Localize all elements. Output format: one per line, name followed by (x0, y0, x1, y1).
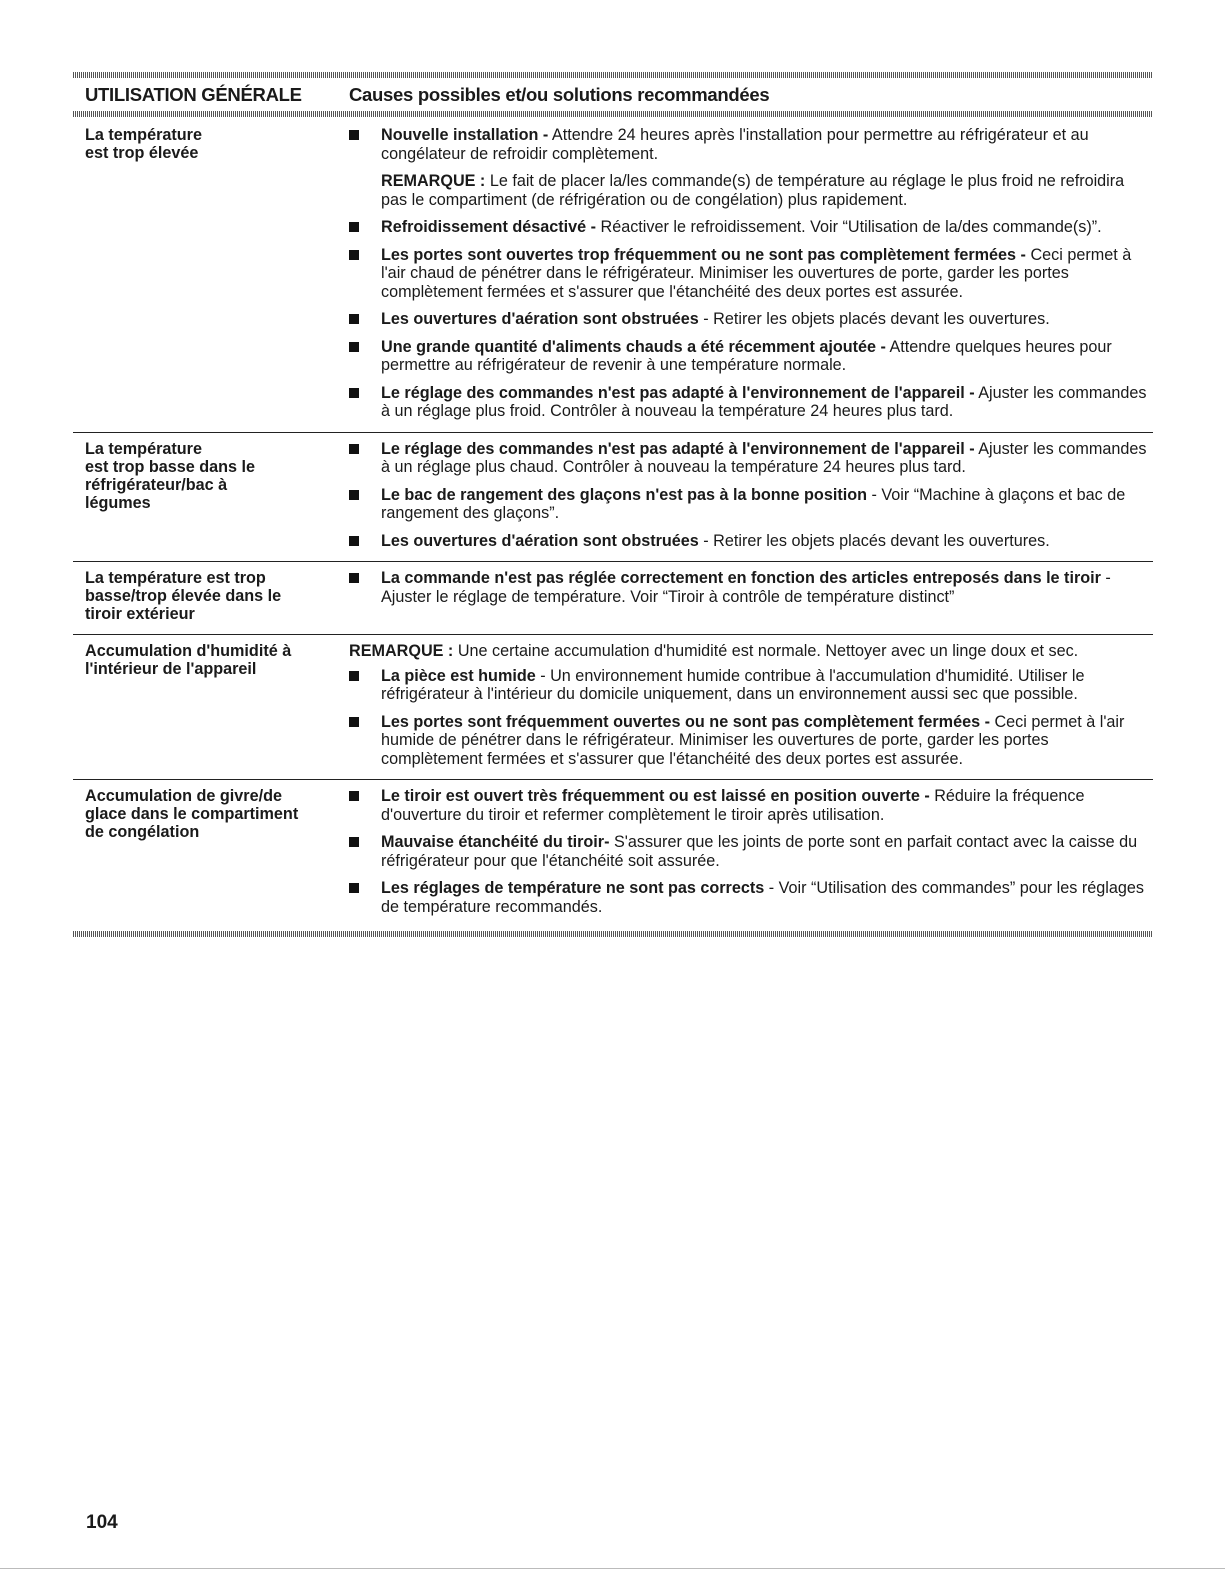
square-bullet-icon (349, 536, 359, 546)
causes-cell (349, 787, 1153, 916)
solution-text: Réduire la fréquence d'ouverture du tiroir et refermer complètement le tiroir après utilisation. (381, 787, 1085, 824)
solution-text: - Un environnement humide contribue à l'accumulation d'humidité. Utiliser le réfrigérateur à l'intérieur du domicile uniquement, dans un environnement aussi sec que possible. (381, 666, 1085, 703)
table-row (73, 117, 1153, 432)
cause-title: Les portes sont fréquemment ouvertes ou ne sont pas complètement fermées - (381, 712, 990, 731)
cause-title: Le bac de rangement des glaçons n'est pas à la bonne position (381, 485, 867, 504)
list-item (349, 440, 1153, 477)
table-row (73, 779, 1153, 927)
solution-text: Ajuster les commandes à un réglage plus froid. Contrôler à nouveau la température 24 heures plus tard. (381, 383, 1147, 420)
list-item (349, 667, 1153, 704)
solution-text: Ajuster les commandes à un réglage plus chaud. Contrôler à nouveau la température 24 heures plus tard. (381, 439, 1147, 476)
solution-text: - Retirer les objets placés devant les ouvertures. (698, 310, 1050, 328)
note-label: REMARQUE : (349, 642, 454, 660)
problem-label: La température est trop basse/trop élevée dans le tiroir extérieur (85, 569, 282, 623)
causes-cell (349, 569, 1153, 623)
cause-title: La commande n'est pas réglée correctement en fonction des articles entreposés dans le tiroir (381, 569, 1101, 587)
causes-cell (349, 440, 1153, 551)
square-bullet-icon (349, 314, 359, 324)
square-bullet-icon (349, 388, 359, 398)
page-number: 104 (86, 1512, 118, 1533)
square-bullet-icon (349, 837, 359, 847)
list-item (349, 486, 1153, 523)
cause-title: Une grande quantité d'aliments chauds a été récemment ajoutée - (381, 337, 886, 356)
table-row (73, 432, 1153, 562)
cause-title: Les ouvertures d'aération sont obstruées (381, 310, 699, 328)
cause-title: Les portes sont ouvertes trop fréquemment ou ne sont pas complètement fermées - (381, 245, 1026, 264)
note-label: REMARQUE : (381, 172, 486, 190)
header-causes-solutions: Causes possibles et/ou solutions recommandées (349, 83, 770, 105)
square-bullet-icon (349, 573, 359, 583)
problem-label: La température est trop basse dans le réfrigérateur/bac à légumes (85, 439, 256, 512)
solution-text: Ceci permet à l'air humide de pénétrer dans le réfrigérateur. Minimiser les ouvertures de porte, garder les portes complètement fermées et s'assurer que l'étanchéité des deux portes est assurée. (381, 712, 1125, 768)
table-bottom-rule (73, 931, 1153, 937)
solution-text: - Voir “Utilisation des commandes” pour les réglages de température recommandés. (381, 879, 1144, 916)
list-item (349, 569, 1153, 606)
table-header (73, 78, 1153, 111)
cause-title: Les ouvertures d'aération sont obstruées (381, 531, 699, 550)
list-item (349, 338, 1153, 375)
table-body (73, 117, 1153, 927)
note (349, 642, 1153, 661)
cause-title: Le réglage des commandes n'est pas adapté à l'environnement de l'appareil - (381, 383, 975, 402)
list-item (349, 384, 1153, 421)
cause-title: Le réglage des commandes n'est pas adapté à l'environnement de l'appareil - (381, 439, 975, 458)
list-item (349, 218, 1153, 237)
square-bullet-icon (349, 222, 359, 232)
solution-text: Réactiver le refroidissement. Voir “Utilisation de la/des commande(s)”. (596, 218, 1102, 236)
cause-title: Nouvelle installation - (381, 126, 549, 144)
causes-cell (349, 126, 1153, 421)
table-row (73, 634, 1153, 779)
list-item (349, 246, 1153, 302)
list-item (349, 787, 1153, 824)
page-edge-line (0, 1568, 1225, 1569)
square-bullet-icon (349, 250, 359, 260)
troubleshooting-table (73, 72, 1153, 937)
cause-title: Le tiroir est ouvert très fréquemment ou est laissé en position ouverte - (381, 787, 930, 805)
list-item (349, 310, 1153, 329)
solution-text: Attendre quelques heures pour permettre au réfrigérateur de revenir à une température normale. (381, 337, 1112, 374)
list-item (349, 879, 1153, 916)
solution-text: - Retirer les objets placés devant les ouvertures. (698, 531, 1050, 550)
header-general-use: UTILISATION GÉNÉRALE (85, 83, 302, 105)
cause-title: La pièce est humide (381, 666, 536, 685)
solution-text: - Ajuster le réglage de température. Voir “Tiroir à contrôle de température distinct” (381, 569, 1111, 606)
square-bullet-icon (349, 671, 359, 681)
square-bullet-icon (349, 791, 359, 801)
problem-label: Accumulation d'humidité à l'intérieur de l'appareil (85, 642, 292, 678)
list-item (349, 833, 1153, 870)
table-row (73, 561, 1153, 634)
cause-title: Mauvaise étanchéité du tiroir- (381, 833, 610, 851)
square-bullet-icon (349, 490, 359, 500)
cause-title: Refroidissement désactivé - (381, 218, 597, 236)
solution-text: Ceci permet à l'air chaud de pénétrer dans le réfrigérateur. Minimiser les ouvertures de porte, garder les portes complètement fermées et s'assurer que l'étanchéité des deux portes est assurée. (381, 245, 1132, 301)
square-bullet-icon (349, 342, 359, 352)
list-item (349, 126, 1153, 163)
solution-text: Attendre 24 heures après l'installation pour permettre au réfrigérateur et au congélateur de refroidir complètement. (381, 126, 1089, 163)
note-text: Le fait de placer la/les commande(s) de température au réglage le plus froid ne refroidira pas le compartiment (de réfrigération ou de congélation) plus rapidement. (381, 172, 1125, 209)
problem-label: Accumulation de givre/de glace dans le compartiment de congélation (85, 787, 299, 841)
causes-cell (349, 642, 1153, 768)
solution-text: S'assurer que les joints de porte sont en parfait contact avec la caisse du réfrigérateur pour que l'étanchéité soit assurée. (381, 833, 1138, 870)
solution-text: - Voir “Machine à glaçons et bac de rangement des glaçons”. (381, 485, 1126, 522)
square-bullet-icon (349, 444, 359, 454)
problem-label: La température est trop élevée (85, 126, 202, 162)
note-text: Une certaine accumulation d'humidité est normale. Nettoyer avec un linge doux et sec. (453, 642, 1079, 660)
note (349, 172, 1153, 209)
list-item (349, 713, 1153, 769)
list-item (349, 532, 1153, 551)
square-bullet-icon (349, 130, 359, 140)
square-bullet-icon (349, 717, 359, 727)
square-bullet-icon (349, 883, 359, 893)
cause-title: Les réglages de température ne sont pas corrects (381, 879, 765, 897)
